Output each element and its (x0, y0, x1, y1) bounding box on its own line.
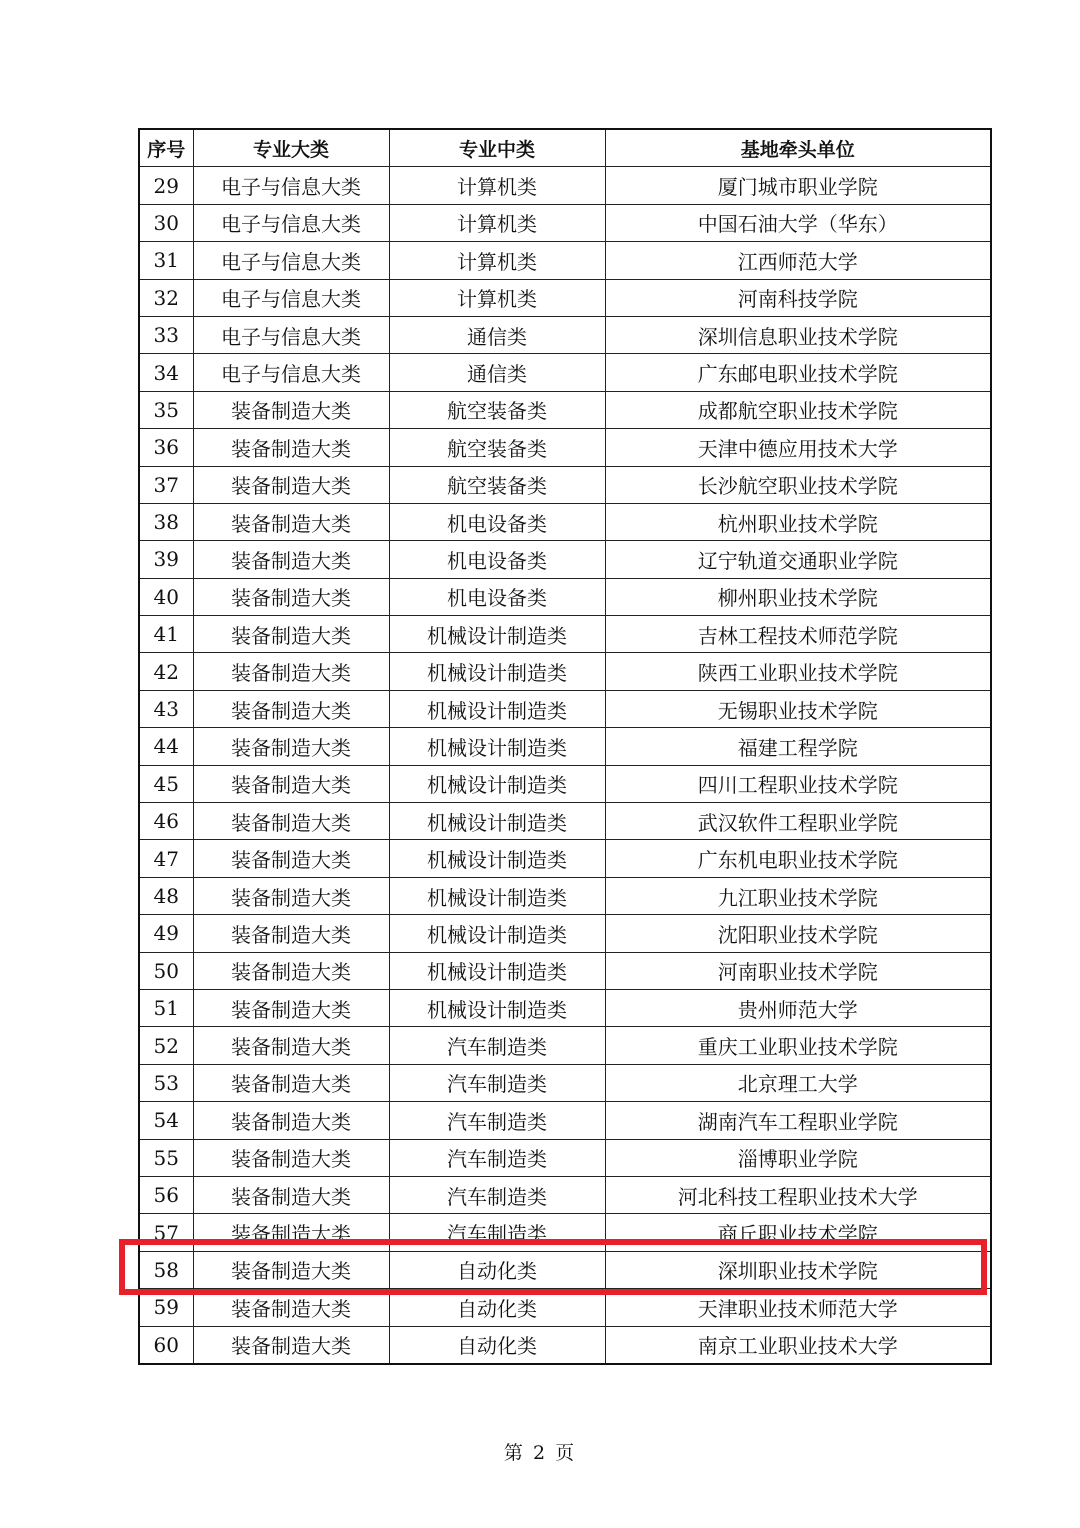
table-row (139, 1139, 991, 1176)
cell-index: 52 (139, 1027, 193, 1064)
cell-major-subcategory: 机械设计制造类 (389, 877, 605, 914)
cell-major-subcategory: 机械设计制造类 (389, 803, 605, 840)
cell-major-subcategory: 计算机类 (389, 204, 605, 241)
cell-major-category: 装备制造大类 (193, 877, 389, 914)
cell-lead-institution: 厦门城市职业学院 (605, 167, 991, 204)
cell-major-category: 装备制造大类 (193, 616, 389, 653)
cell-lead-institution: 长沙航空职业技术学院 (605, 466, 991, 503)
cell-major-subcategory: 自动化类 (389, 1251, 605, 1288)
cell-major-subcategory: 机械设计制造类 (389, 728, 605, 765)
table-row (139, 167, 991, 204)
cell-major-category: 电子与信息大类 (193, 204, 389, 241)
cell-lead-institution: 南京工业职业技术大学 (605, 1326, 991, 1364)
cell-lead-institution: 淄博职业学院 (605, 1139, 991, 1176)
cell-index: 59 (139, 1289, 193, 1326)
table-row (139, 466, 991, 503)
table-row (139, 1176, 991, 1213)
cell-index: 50 (139, 952, 193, 989)
cell-major-subcategory: 机械设计制造类 (389, 765, 605, 802)
header-major-category: 专业大类 (193, 129, 389, 167)
cell-index: 42 (139, 653, 193, 690)
cell-major-category: 装备制造大类 (193, 803, 389, 840)
table-row (139, 616, 991, 653)
cell-index: 33 (139, 316, 193, 353)
cell-major-subcategory: 汽车制造类 (389, 1176, 605, 1213)
cell-index: 48 (139, 877, 193, 914)
cell-index: 57 (139, 1214, 193, 1251)
cell-major-subcategory: 汽车制造类 (389, 1214, 605, 1251)
cell-major-category: 装备制造大类 (193, 952, 389, 989)
table-row (139, 989, 991, 1026)
cell-index: 37 (139, 466, 193, 503)
cell-major-category: 装备制造大类 (193, 429, 389, 466)
table-header-row (139, 129, 991, 167)
cell-major-subcategory: 机械设计制造类 (389, 989, 605, 1026)
cell-major-category: 装备制造大类 (193, 840, 389, 877)
cell-major-category: 电子与信息大类 (193, 354, 389, 391)
cell-lead-institution: 辽宁轨道交通职业学院 (605, 541, 991, 578)
table-row (139, 242, 991, 279)
cell-major-category: 装备制造大类 (193, 1139, 389, 1176)
table-row (139, 1251, 991, 1288)
cell-major-category: 电子与信息大类 (193, 279, 389, 316)
cell-major-subcategory: 汽车制造类 (389, 1064, 605, 1101)
cell-index: 47 (139, 840, 193, 877)
table-row (139, 915, 991, 952)
cell-lead-institution: 江西师范大学 (605, 242, 991, 279)
cell-lead-institution: 河北科技工程职业技术大学 (605, 1176, 991, 1213)
cell-major-category: 装备制造大类 (193, 1214, 389, 1251)
cell-index: 46 (139, 803, 193, 840)
document-table (138, 128, 992, 1365)
header-lead-institution: 基地牵头单位 (605, 129, 991, 167)
table-row (139, 803, 991, 840)
cell-major-subcategory: 自动化类 (389, 1289, 605, 1326)
cell-lead-institution: 天津中德应用技术大学 (605, 429, 991, 466)
cell-major-subcategory: 汽车制造类 (389, 1102, 605, 1139)
table-body (139, 167, 991, 1364)
header-index: 序号 (139, 129, 193, 167)
cell-index: 34 (139, 354, 193, 391)
cell-major-subcategory: 自动化类 (389, 1326, 605, 1364)
table-row (139, 1064, 991, 1101)
table-row (139, 653, 991, 690)
cell-major-subcategory: 机电设备类 (389, 541, 605, 578)
cell-major-category: 装备制造大类 (193, 989, 389, 1026)
cell-lead-institution: 贵州师范大学 (605, 989, 991, 1026)
cell-major-category: 装备制造大类 (193, 728, 389, 765)
cell-major-subcategory: 机械设计制造类 (389, 653, 605, 690)
cell-major-subcategory: 航空装备类 (389, 391, 605, 428)
cell-lead-institution: 深圳信息职业技术学院 (605, 316, 991, 353)
cell-major-category: 装备制造大类 (193, 1027, 389, 1064)
cell-index: 30 (139, 204, 193, 241)
cell-major-category: 装备制造大类 (193, 578, 389, 615)
cell-lead-institution: 武汉软件工程职业学院 (605, 803, 991, 840)
cell-index: 31 (139, 242, 193, 279)
cell-index: 58 (139, 1251, 193, 1288)
cell-major-subcategory: 通信类 (389, 354, 605, 391)
cell-index: 49 (139, 915, 193, 952)
cell-major-subcategory: 机电设备类 (389, 578, 605, 615)
cell-lead-institution: 杭州职业技术学院 (605, 503, 991, 540)
table-row (139, 952, 991, 989)
cell-lead-institution: 无锡职业技术学院 (605, 690, 991, 727)
cell-major-subcategory: 机械设计制造类 (389, 616, 605, 653)
table-row (139, 541, 991, 578)
cell-index: 45 (139, 765, 193, 802)
cell-lead-institution: 河南职业技术学院 (605, 952, 991, 989)
table-row (139, 503, 991, 540)
table-row (139, 279, 991, 316)
cell-lead-institution: 商丘职业技术学院 (605, 1214, 991, 1251)
cell-lead-institution: 天津职业技术师范大学 (605, 1289, 991, 1326)
table-row (139, 354, 991, 391)
cell-lead-institution: 湖南汽车工程职业学院 (605, 1102, 991, 1139)
cell-major-subcategory: 航空装备类 (389, 466, 605, 503)
table-row (139, 1289, 991, 1326)
cell-major-subcategory: 机械设计制造类 (389, 690, 605, 727)
cell-major-subcategory: 汽车制造类 (389, 1027, 605, 1064)
cell-major-category: 装备制造大类 (193, 653, 389, 690)
cell-major-subcategory: 机电设备类 (389, 503, 605, 540)
cell-index: 35 (139, 391, 193, 428)
table-row (139, 578, 991, 615)
cell-major-subcategory: 航空装备类 (389, 429, 605, 466)
cell-index: 40 (139, 578, 193, 615)
cell-major-subcategory: 汽车制造类 (389, 1139, 605, 1176)
cell-lead-institution: 沈阳职业技术学院 (605, 915, 991, 952)
table-row (139, 728, 991, 765)
cell-lead-institution: 河南科技学院 (605, 279, 991, 316)
header-major-subcategory: 专业中类 (389, 129, 605, 167)
cell-lead-institution: 陕西工业职业技术学院 (605, 653, 991, 690)
cell-major-category: 装备制造大类 (193, 466, 389, 503)
cell-major-category: 装备制造大类 (193, 503, 389, 540)
cell-index: 55 (139, 1139, 193, 1176)
cell-major-category: 装备制造大类 (193, 1176, 389, 1213)
cell-major-category: 装备制造大类 (193, 391, 389, 428)
cell-lead-institution: 九江职业技术学院 (605, 877, 991, 914)
table-row (139, 690, 991, 727)
cell-index: 32 (139, 279, 193, 316)
table-row (139, 840, 991, 877)
cell-index: 60 (139, 1326, 193, 1364)
cell-lead-institution: 广东机电职业技术学院 (605, 840, 991, 877)
table-row (139, 316, 991, 353)
cell-major-category: 装备制造大类 (193, 1289, 389, 1326)
cell-index: 56 (139, 1176, 193, 1213)
cell-index: 39 (139, 541, 193, 578)
cell-lead-institution: 中国石油大学（华东） (605, 204, 991, 241)
cell-lead-institution: 柳州职业技术学院 (605, 578, 991, 615)
table-row (139, 1102, 991, 1139)
cell-major-category: 电子与信息大类 (193, 316, 389, 353)
cell-lead-institution: 成都航空职业技术学院 (605, 391, 991, 428)
cell-lead-institution: 深圳职业技术学院 (605, 1251, 991, 1288)
cell-major-category: 装备制造大类 (193, 1326, 389, 1364)
cell-major-subcategory: 机械设计制造类 (389, 840, 605, 877)
cell-major-category: 装备制造大类 (193, 1251, 389, 1288)
cell-major-category: 装备制造大类 (193, 1102, 389, 1139)
cell-index: 44 (139, 728, 193, 765)
table-row (139, 877, 991, 914)
cell-major-subcategory: 计算机类 (389, 242, 605, 279)
cell-major-subcategory: 通信类 (389, 316, 605, 353)
cell-major-category: 装备制造大类 (193, 690, 389, 727)
cell-major-category: 装备制造大类 (193, 1064, 389, 1101)
cell-index: 29 (139, 167, 193, 204)
cell-major-subcategory: 机械设计制造类 (389, 915, 605, 952)
cell-major-category: 装备制造大类 (193, 541, 389, 578)
cell-index: 51 (139, 989, 193, 1026)
cell-index: 36 (139, 429, 193, 466)
cell-index: 43 (139, 690, 193, 727)
table-row (139, 429, 991, 466)
cell-major-subcategory: 计算机类 (389, 167, 605, 204)
cell-major-category: 电子与信息大类 (193, 242, 389, 279)
cell-lead-institution: 四川工程职业技术学院 (605, 765, 991, 802)
cell-index: 54 (139, 1102, 193, 1139)
cell-lead-institution: 广东邮电职业技术学院 (605, 354, 991, 391)
table-row (139, 765, 991, 802)
cell-lead-institution: 福建工程学院 (605, 728, 991, 765)
table-row (139, 391, 991, 428)
table-row (139, 1027, 991, 1064)
cell-index: 41 (139, 616, 193, 653)
cell-lead-institution: 北京理工大学 (605, 1064, 991, 1101)
page-number: 第 2 页 (503, 1442, 577, 1464)
cell-index: 53 (139, 1064, 193, 1101)
cell-major-category: 装备制造大类 (193, 915, 389, 952)
cell-major-category: 装备制造大类 (193, 765, 389, 802)
cell-major-subcategory: 计算机类 (389, 279, 605, 316)
table-row (139, 204, 991, 241)
table-row (139, 1214, 991, 1251)
cell-index: 38 (139, 503, 193, 540)
table-row (139, 1326, 991, 1364)
cell-major-subcategory: 机械设计制造类 (389, 952, 605, 989)
cell-major-category: 电子与信息大类 (193, 167, 389, 204)
cell-lead-institution: 吉林工程技术师范学院 (605, 616, 991, 653)
cell-lead-institution: 重庆工业职业技术学院 (605, 1027, 991, 1064)
